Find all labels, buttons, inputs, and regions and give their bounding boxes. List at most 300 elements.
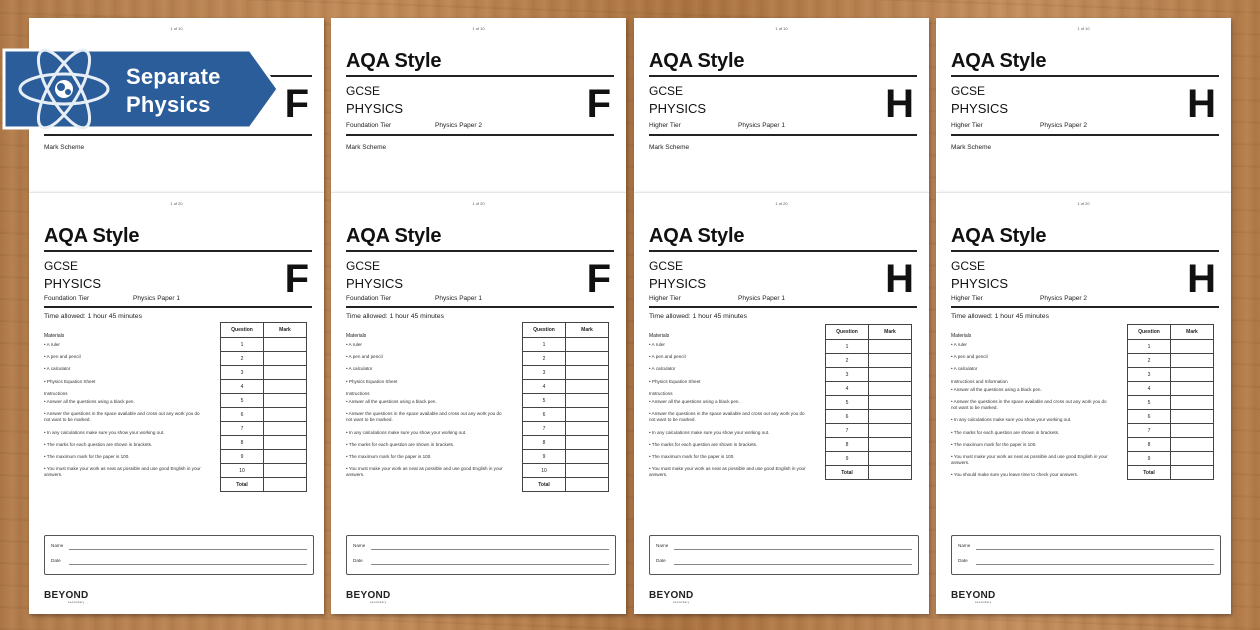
time-allowed: Time allowed: 1 hour 45 minutes bbox=[951, 313, 1049, 320]
tier-label: Foundation Tier bbox=[346, 122, 392, 129]
mark-scheme-cover[interactable] bbox=[936, 18, 1231, 192]
material-item: • A calculator bbox=[649, 366, 676, 372]
table-header-row bbox=[221, 323, 307, 338]
question-number: 6 bbox=[523, 408, 566, 422]
beyond-logo bbox=[951, 590, 996, 604]
question-paper-cover[interactable] bbox=[634, 192, 929, 614]
tier-letter: H bbox=[1187, 257, 1216, 301]
total-label: Total bbox=[221, 478, 264, 492]
mark-scheme-label: Mark Scheme bbox=[346, 144, 387, 151]
mark-cell[interactable] bbox=[1171, 354, 1214, 368]
qualification-label: GCSE bbox=[346, 259, 381, 273]
logo-text: BEYOND bbox=[44, 590, 89, 601]
page-number: 1 of 20 bbox=[1077, 201, 1090, 206]
page-number: 1 of 20 bbox=[775, 201, 788, 206]
mark-cell[interactable] bbox=[1171, 410, 1214, 424]
logo-subtext: secondary bbox=[68, 600, 85, 604]
instruction-item: • The marks for each question are shown in brackets. bbox=[346, 441, 455, 447]
table-row bbox=[826, 396, 912, 410]
table-row bbox=[523, 352, 609, 366]
instructions-heading: Instructions bbox=[346, 390, 370, 396]
question-number: 7 bbox=[826, 424, 869, 438]
table-row bbox=[826, 368, 912, 382]
materials-heading: Materials bbox=[346, 333, 367, 339]
paper-label: Physics Paper 1 bbox=[435, 295, 482, 302]
instruction-item: • Answer the questions in the space available and cross out any work you do not want to be marked. bbox=[346, 411, 502, 423]
material-item: • A calculator bbox=[951, 366, 978, 372]
mark-cell[interactable] bbox=[1171, 452, 1214, 466]
tier-label: Foundation Tier bbox=[346, 295, 392, 302]
time-allowed: Time allowed: 1 hour 45 minutes bbox=[346, 313, 444, 320]
marks-table bbox=[1127, 324, 1214, 480]
table-row bbox=[221, 422, 307, 436]
paper-label: Physics Paper 1 bbox=[738, 295, 785, 302]
material-item: • Physics Equation Sheet bbox=[649, 378, 701, 384]
question-number: 5 bbox=[1128, 396, 1171, 410]
tier-label: Higher Tier bbox=[951, 295, 983, 302]
qualification-label: GCSE bbox=[951, 84, 986, 98]
mark-cell[interactable] bbox=[264, 422, 307, 436]
table-total-row bbox=[826, 466, 912, 480]
tier-label: Higher Tier bbox=[951, 122, 983, 129]
qualification-label: GCSE bbox=[346, 84, 381, 98]
name-field[interactable] bbox=[976, 549, 1214, 550]
document-title: AQA Style bbox=[346, 50, 442, 72]
name-field[interactable] bbox=[371, 549, 609, 550]
table-row bbox=[523, 338, 609, 352]
date-label: Date bbox=[656, 558, 666, 563]
mark-cell[interactable] bbox=[566, 352, 609, 366]
mark-scheme-label: Mark Scheme bbox=[951, 144, 992, 151]
mark-cell[interactable] bbox=[264, 380, 307, 394]
material-item: • A ruler bbox=[951, 342, 967, 347]
question-number: 8 bbox=[1128, 438, 1171, 452]
name-date-box bbox=[346, 535, 616, 575]
mark-cell[interactable] bbox=[566, 436, 609, 450]
divider bbox=[44, 250, 312, 252]
material-item: • Physics Equation Sheet bbox=[44, 378, 96, 384]
question-number: 4 bbox=[826, 382, 869, 396]
table-row bbox=[826, 354, 912, 368]
divider bbox=[951, 75, 1219, 77]
mark-cell[interactable] bbox=[566, 380, 609, 394]
column-header-mark: Mark bbox=[264, 323, 307, 338]
table-row bbox=[221, 450, 307, 464]
tier-label: Higher Tier bbox=[649, 295, 681, 302]
material-item: • A ruler bbox=[44, 342, 60, 347]
question-number: 2 bbox=[1128, 354, 1171, 368]
banner-line-2: Physics bbox=[126, 92, 211, 117]
divider bbox=[649, 306, 917, 308]
table-row bbox=[826, 410, 912, 424]
table-row bbox=[1128, 424, 1214, 438]
table-row bbox=[221, 352, 307, 366]
mark-cell[interactable] bbox=[869, 410, 912, 424]
mark-cell[interactable] bbox=[869, 424, 912, 438]
table-row bbox=[523, 380, 609, 394]
material-item: • A ruler bbox=[649, 342, 665, 347]
instruction-item: • Answer the questions in the space available and cross out any work you do not want to be marked. bbox=[649, 411, 805, 423]
divider bbox=[346, 250, 614, 252]
document-title: AQA Style bbox=[44, 225, 140, 247]
table-row bbox=[1128, 438, 1214, 452]
table-row bbox=[1128, 354, 1214, 368]
material-item: • A calculator bbox=[44, 366, 71, 372]
mark-cell[interactable] bbox=[1171, 368, 1214, 382]
table-row bbox=[826, 340, 912, 354]
question-number: 5 bbox=[523, 394, 566, 408]
table-row bbox=[523, 436, 609, 450]
subject-label: PHYSICS bbox=[44, 276, 102, 291]
banner-line-1: Separate bbox=[126, 64, 221, 89]
question-number: 4 bbox=[221, 380, 264, 394]
table-row bbox=[1128, 396, 1214, 410]
instruction-item: • In any calculations make sure you show your working out. bbox=[649, 429, 770, 435]
name-label: Name bbox=[656, 543, 669, 548]
column-header-question: Question bbox=[1128, 325, 1171, 340]
question-number: 4 bbox=[523, 380, 566, 394]
paper-label: Physics Paper 2 bbox=[435, 122, 482, 129]
beyond-logo bbox=[649, 590, 694, 604]
subject-label: PHYSICS bbox=[649, 101, 707, 116]
qualification-label: GCSE bbox=[44, 259, 79, 273]
instruction-item: • You must make your work as neat as possible and use good English in your answers. bbox=[951, 453, 1108, 466]
instruction-item: • The maximum mark for the paper is 100. bbox=[346, 453, 432, 459]
logo-subtext: secondary bbox=[673, 600, 690, 604]
paper-label: Physics Paper 2 bbox=[1040, 295, 1087, 302]
tier-letter: H bbox=[885, 257, 914, 301]
material-item: • A pen and pencil bbox=[951, 354, 988, 360]
instruction-item: • Answer the questions in the space available and cross out any work you do not want to be marked. bbox=[44, 411, 200, 423]
mark-scheme-label: Mark Scheme bbox=[44, 144, 85, 151]
divider bbox=[346, 306, 614, 308]
mark-cell[interactable] bbox=[264, 464, 307, 478]
material-item: • Physics Equation Sheet bbox=[346, 378, 398, 384]
paper-label: Physics Paper 1 bbox=[133, 295, 180, 302]
mark-cell[interactable] bbox=[869, 452, 912, 466]
date-field[interactable] bbox=[371, 564, 609, 565]
table-total-row bbox=[523, 478, 609, 492]
document-title: AQA Style bbox=[951, 50, 1047, 72]
mark-cell[interactable] bbox=[1171, 424, 1214, 438]
time-allowed: Time allowed: 1 hour 45 minutes bbox=[44, 313, 142, 320]
question-number: 2 bbox=[826, 354, 869, 368]
mark-cell[interactable] bbox=[566, 394, 609, 408]
document-title: AQA Style bbox=[951, 225, 1047, 247]
instruction-item: • The maximum mark for the paper is 100. bbox=[44, 453, 130, 459]
instructions-list bbox=[649, 342, 809, 484]
total-label: Total bbox=[523, 478, 566, 492]
question-paper-cover[interactable] bbox=[331, 192, 626, 614]
qualification-label: GCSE bbox=[951, 259, 986, 273]
name-date-box bbox=[951, 535, 1221, 575]
page-number: 1 of 10 bbox=[1077, 26, 1090, 31]
document-title: AQA Style bbox=[346, 225, 442, 247]
question-number: 1 bbox=[1128, 340, 1171, 354]
subject-label: PHYSICS bbox=[951, 101, 1009, 116]
divider bbox=[346, 134, 614, 136]
mark-scheme-cover[interactable] bbox=[331, 18, 626, 192]
mark-cell[interactable] bbox=[566, 338, 609, 352]
page-number: 1 of 10 bbox=[170, 26, 183, 31]
tier-label: Foundation Tier bbox=[44, 295, 90, 302]
material-item: • A calculator bbox=[346, 366, 373, 372]
divider bbox=[951, 134, 1219, 136]
materials-heading: Materials bbox=[44, 333, 65, 339]
column-header-question: Question bbox=[523, 323, 566, 338]
page-number: 1 of 10 bbox=[775, 26, 788, 31]
question-number: 7 bbox=[221, 422, 264, 436]
question-number: 6 bbox=[826, 410, 869, 424]
date-label: Date bbox=[958, 558, 968, 563]
mark-cell[interactable] bbox=[264, 338, 307, 352]
instruction-item: • In any calculations make sure you show your working out. bbox=[951, 417, 1072, 423]
beyond-logo bbox=[346, 590, 391, 604]
question-paper-cover[interactable] bbox=[936, 192, 1231, 614]
table-header-row bbox=[826, 325, 912, 340]
question-number: 7 bbox=[523, 422, 566, 436]
tier-letter: F bbox=[586, 82, 611, 126]
mark-scheme-cover[interactable] bbox=[634, 18, 929, 192]
total-mark-cell[interactable] bbox=[869, 466, 912, 480]
table-row bbox=[523, 408, 609, 422]
banner-title bbox=[126, 63, 221, 119]
instruction-item: • The maximum mark for the paper is 100. bbox=[649, 453, 735, 459]
column-header-mark: Mark bbox=[1171, 325, 1214, 340]
logo-text: BEYOND bbox=[649, 590, 694, 601]
instruction-item: • Answer all the questions using a black pen. bbox=[649, 398, 740, 404]
mark-cell[interactable] bbox=[869, 340, 912, 354]
instruction-item: • The marks for each question are shown in brackets. bbox=[649, 441, 758, 447]
name-field[interactable] bbox=[69, 549, 307, 550]
document-title: AQA Style bbox=[649, 50, 745, 72]
table-row bbox=[523, 464, 609, 478]
tier-letter: F bbox=[586, 257, 611, 301]
question-number: 1 bbox=[221, 338, 264, 352]
name-label: Name bbox=[958, 543, 971, 548]
instructions-heading: Instructions bbox=[649, 390, 673, 396]
instruction-item: • The maximum mark for the paper is 100. bbox=[951, 441, 1037, 447]
table-row bbox=[221, 366, 307, 380]
material-item: • A pen and pencil bbox=[649, 354, 686, 360]
document-title: AQA Style bbox=[649, 225, 745, 247]
question-number: 1 bbox=[523, 338, 566, 352]
material-item: • A ruler bbox=[346, 342, 362, 347]
mark-cell[interactable] bbox=[1171, 438, 1214, 452]
total-label: Total bbox=[826, 466, 869, 480]
question-number: 8 bbox=[221, 436, 264, 450]
mark-cell[interactable] bbox=[264, 436, 307, 450]
name-label: Name bbox=[51, 543, 64, 548]
question-number: 3 bbox=[523, 366, 566, 380]
table-row bbox=[221, 408, 307, 422]
question-number: 9 bbox=[826, 452, 869, 466]
subject-label: PHYSICS bbox=[951, 276, 1009, 291]
materials-heading: Materials bbox=[649, 333, 670, 339]
page-number: 1 of 10 bbox=[472, 26, 485, 31]
question-number: 1 bbox=[826, 340, 869, 354]
paper-label: Physics Paper 2 bbox=[1040, 122, 1087, 129]
name-field[interactable] bbox=[674, 549, 912, 550]
column-header-mark: Mark bbox=[566, 323, 609, 338]
page-number: 1 of 20 bbox=[472, 201, 485, 206]
table-row bbox=[1128, 410, 1214, 424]
question-number: 4 bbox=[1128, 382, 1171, 396]
instruction-item: • Answer all the questions using a black pen. bbox=[346, 398, 437, 404]
instruction-item: • The marks for each question are shown in brackets. bbox=[951, 429, 1060, 435]
subject-label: PHYSICS bbox=[346, 276, 404, 291]
question-number: 5 bbox=[221, 394, 264, 408]
material-item: • A pen and pencil bbox=[44, 354, 81, 360]
mark-cell[interactable] bbox=[869, 382, 912, 396]
mark-cell[interactable] bbox=[264, 408, 307, 422]
question-number: 3 bbox=[826, 368, 869, 382]
question-number: 2 bbox=[523, 352, 566, 366]
logo-subtext: secondary bbox=[370, 600, 387, 604]
marks-table bbox=[220, 322, 307, 492]
tier-letter: F bbox=[284, 82, 309, 126]
paper-label: Physics Paper 1 bbox=[738, 122, 785, 129]
total-mark-cell[interactable] bbox=[1171, 466, 1214, 480]
logo-text: BEYOND bbox=[951, 590, 996, 601]
mark-cell[interactable] bbox=[264, 394, 307, 408]
table-row bbox=[826, 382, 912, 396]
table-row bbox=[1128, 368, 1214, 382]
instruction-item: • You must make your work as neat as possible and use good English in your answers. bbox=[44, 466, 201, 478]
question-number: 9 bbox=[523, 450, 566, 464]
instruction-item: • In any calculations make sure you show your working out. bbox=[44, 429, 165, 435]
question-number: 9 bbox=[1128, 452, 1171, 466]
table-row bbox=[1128, 382, 1214, 396]
mark-cell[interactable] bbox=[264, 366, 307, 380]
question-number: 8 bbox=[523, 436, 566, 450]
tier-letter: H bbox=[885, 82, 914, 126]
materials-heading: Materials bbox=[951, 333, 972, 339]
total-label: Total bbox=[1128, 466, 1171, 480]
time-allowed: Time allowed: 1 hour 45 minutes bbox=[649, 313, 747, 320]
mark-scheme-label: Mark Scheme bbox=[649, 144, 690, 151]
instructions-list bbox=[346, 342, 506, 484]
table-row bbox=[221, 436, 307, 450]
table-row bbox=[221, 338, 307, 352]
mark-cell[interactable] bbox=[1171, 382, 1214, 396]
table-row bbox=[1128, 340, 1214, 354]
date-label: Date bbox=[51, 558, 61, 563]
table-row bbox=[826, 452, 912, 466]
tier-letter: F bbox=[284, 257, 309, 301]
mark-cell[interactable] bbox=[1171, 340, 1214, 354]
question-number: 7 bbox=[1128, 424, 1171, 438]
tier-label: Higher Tier bbox=[649, 122, 681, 129]
table-total-row bbox=[1128, 466, 1214, 480]
mark-cell[interactable] bbox=[869, 438, 912, 452]
table-header-row bbox=[1128, 325, 1214, 340]
question-paper-cover[interactable] bbox=[29, 192, 324, 614]
instructions-list bbox=[44, 342, 204, 484]
question-number: 9 bbox=[221, 450, 264, 464]
subject-label: PHYSICS bbox=[346, 101, 404, 116]
instruction-item: • You must make your work as neat as possible and use good English in your answers. bbox=[649, 466, 806, 478]
table-header-row bbox=[523, 323, 609, 338]
divider bbox=[44, 306, 312, 308]
date-field[interactable] bbox=[674, 564, 912, 565]
divider bbox=[951, 306, 1219, 308]
qualification-label: GCSE bbox=[649, 84, 684, 98]
instruction-item: • In any calculations make sure you show your working out. bbox=[346, 429, 467, 435]
divider bbox=[649, 75, 917, 77]
table-row bbox=[523, 366, 609, 380]
mark-cell[interactable] bbox=[566, 450, 609, 464]
question-number: 3 bbox=[221, 366, 264, 380]
instruction-item: • Answer all the questions using a black pen. bbox=[44, 398, 135, 404]
instructions-list bbox=[951, 342, 1111, 484]
date-field[interactable] bbox=[69, 564, 307, 565]
question-number: 3 bbox=[1128, 368, 1171, 382]
instruction-item: • Answer all the questions using a black pen. bbox=[951, 386, 1042, 392]
mark-cell[interactable] bbox=[264, 450, 307, 464]
divider bbox=[649, 250, 917, 252]
table-row bbox=[221, 380, 307, 394]
table-row bbox=[523, 422, 609, 436]
table-row bbox=[523, 450, 609, 464]
name-label: Name bbox=[353, 543, 366, 548]
instruction-item: • You should make sure you leave time to check your answers. bbox=[951, 472, 1079, 478]
question-number: 6 bbox=[1128, 410, 1171, 424]
mark-cell[interactable] bbox=[566, 408, 609, 422]
logo-text: BEYOND bbox=[346, 590, 391, 601]
mark-cell[interactable] bbox=[869, 396, 912, 410]
mark-cell[interactable] bbox=[869, 354, 912, 368]
mark-cell[interactable] bbox=[264, 352, 307, 366]
table-total-row bbox=[221, 478, 307, 492]
divider bbox=[649, 134, 917, 136]
question-number: 10 bbox=[523, 464, 566, 478]
mark-cell[interactable] bbox=[869, 368, 912, 382]
instructions-heading: Instructions and Information bbox=[951, 378, 1008, 384]
tier-letter: H bbox=[1187, 82, 1216, 126]
mark-cell[interactable] bbox=[566, 422, 609, 436]
mark-cell[interactable] bbox=[1171, 396, 1214, 410]
question-number: 2 bbox=[221, 352, 264, 366]
table-row bbox=[1128, 452, 1214, 466]
table-row bbox=[826, 438, 912, 452]
instruction-item: • You must make your work as neat as possible and use good English in your answers. bbox=[346, 466, 503, 478]
table-row bbox=[221, 464, 307, 478]
mark-cell[interactable] bbox=[566, 464, 609, 478]
question-number: 5 bbox=[826, 396, 869, 410]
name-date-box bbox=[44, 535, 314, 575]
date-field[interactable] bbox=[976, 564, 1214, 565]
divider bbox=[346, 75, 614, 77]
instruction-item: • The marks for each question are shown in brackets. bbox=[44, 441, 153, 447]
question-number: 10 bbox=[221, 464, 264, 478]
column-header-question: Question bbox=[221, 323, 264, 338]
table-row bbox=[523, 394, 609, 408]
name-date-box bbox=[649, 535, 919, 575]
mark-cell[interactable] bbox=[566, 366, 609, 380]
table-row bbox=[221, 394, 307, 408]
subject-label: PHYSICS bbox=[649, 276, 707, 291]
total-mark-cell[interactable] bbox=[566, 478, 609, 492]
table-row bbox=[826, 424, 912, 438]
marks-table bbox=[825, 324, 912, 480]
logo-subtext: secondary bbox=[975, 600, 992, 604]
column-header-mark: Mark bbox=[869, 325, 912, 340]
material-item: • A pen and pencil bbox=[346, 354, 383, 360]
total-mark-cell[interactable] bbox=[264, 478, 307, 492]
page-number: 1 of 20 bbox=[170, 201, 183, 206]
qualification-label: GCSE bbox=[649, 259, 684, 273]
